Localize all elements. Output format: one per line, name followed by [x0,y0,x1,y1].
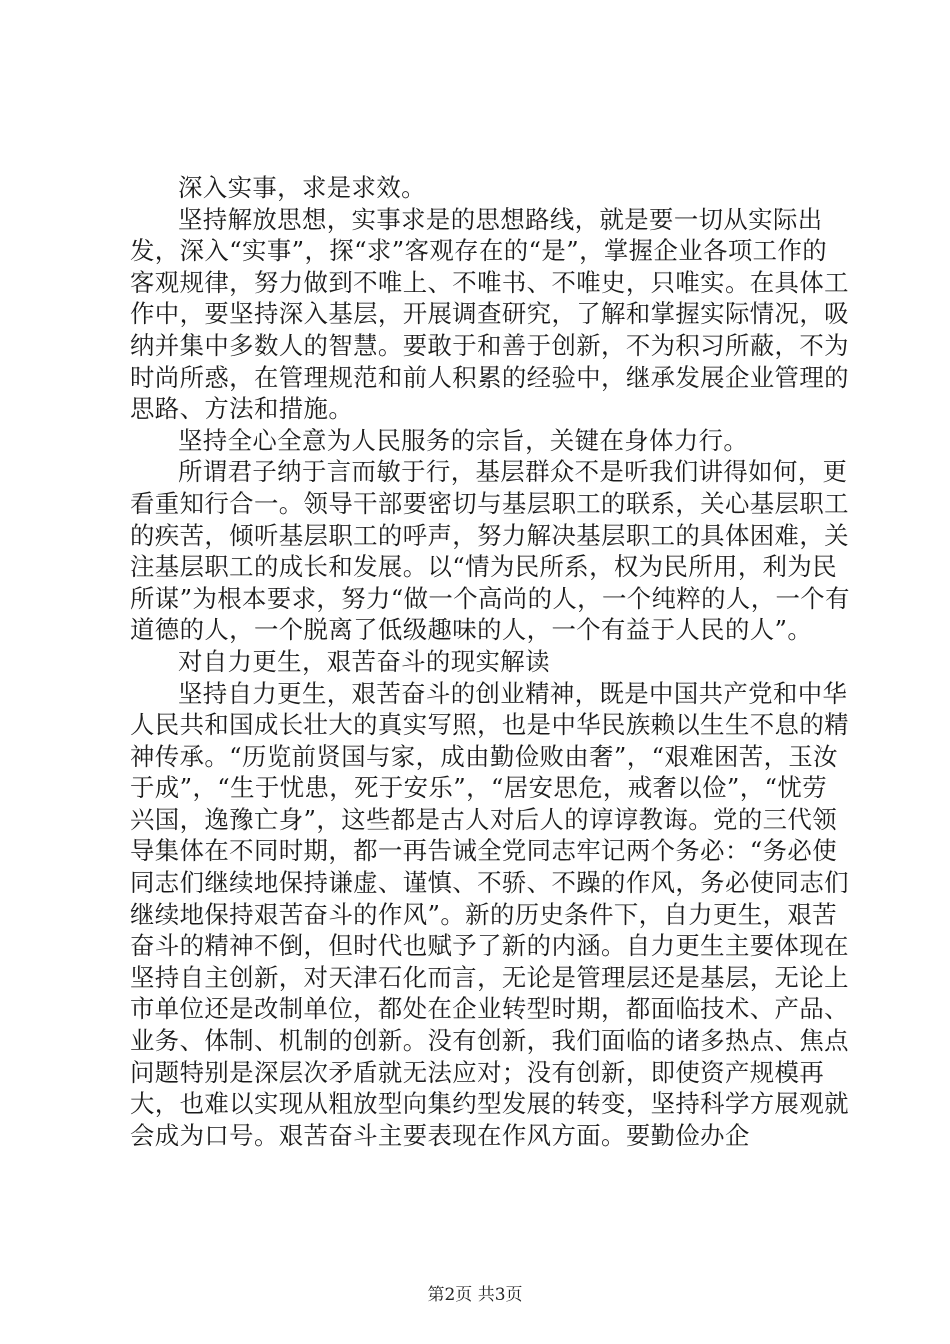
page-footer: 第2页 共3页 [427,1285,523,1305]
paragraph: 所谓君子纳于言而敏于行，基层群众不是听我们讲得如何，更看重知行合一。领导干部要密切与基层职工的联系，关心基层职工的疾苦，倾听基层职工的呼声，努力解决基层职工的具体困难，关注基层职工的成长和发展。以“情为民所系，权为民所用，利为民所谋”为根本要求，努力“做一个高尚的人，一个纯粹的人，一个有道德的人，一个脱离了低级趣味的人，一个有益于人民的人”。 [130,457,850,645]
paragraph: 坚持自力更生，艰苦奋斗的创业精神，既是中国共产党和中华人民共和国成长壮大的真实写照，也是中华民族赖以生生不息的精神传承。“历览前贤国与家，成由勤俭败由奢”，“艰难困苦，玉汝于成”，“生于忧患，死于安乐”，“居安思危，戒奢以俭”，“忧劳兴国，逸豫亡身”，这些都是古人对后人的谆谆教诲。党的三代领导集体在不同时期，都一再告诫全党同志牢记两个务必：“务必使同志们继续地保持谦虚、谨慎、不骄、不躁的作风，务必使同志们继续地保持艰苦奋斗的作风”。新的历史条件下，自力更生，艰苦奋斗的精神不倒，但时代也赋予了新的内涵。自力更生主要体现在坚持自主创新，对天津石化而言，无论是管理层还是基层，无论上市单位还是改制单位，都处在企业转型时期，都面临技术、产品、业务、体制、机制的创新。没有创新，我们面临的诸多热点、焦点问题特别是深层次矛盾就无法应对；没有创新，即使资产规模再大，也难以实现从粗放型向集约型发展的转变，坚持科学方展观就会成为口号。艰苦奋斗主要表现在作风方面。要勤俭办企 [130,678,849,1150]
paragraph: 坚持解放思想，实事求是的思想路线，就是要一切从实际出发，深入“实事”，探“求”客观存在的“是”，掌握企业各项工作的客观规律，努力做到不唯上、不唯书、不唯史，只唯实。在具体工作中，要坚持深入基层，开展调查研究，了解和掌握实际情况，吸纳并集中多数人的智慧。要敢于和善于创新，不为积习所蔽，不为时尚所惑，在管理规范和前人积累的经验中，继承发展企业管理的思路、方法和措施。 [130,204,849,424]
section-heading: 对自力更生，艰苦奋斗的现实解读 [178,646,550,676]
paragraph: 坚持全心全意为人民服务的宗旨，关键在身体力行。 [178,425,749,455]
document-body [130,172,850,1151]
paragraph: 深入实事，求是求效。 [178,173,426,202]
